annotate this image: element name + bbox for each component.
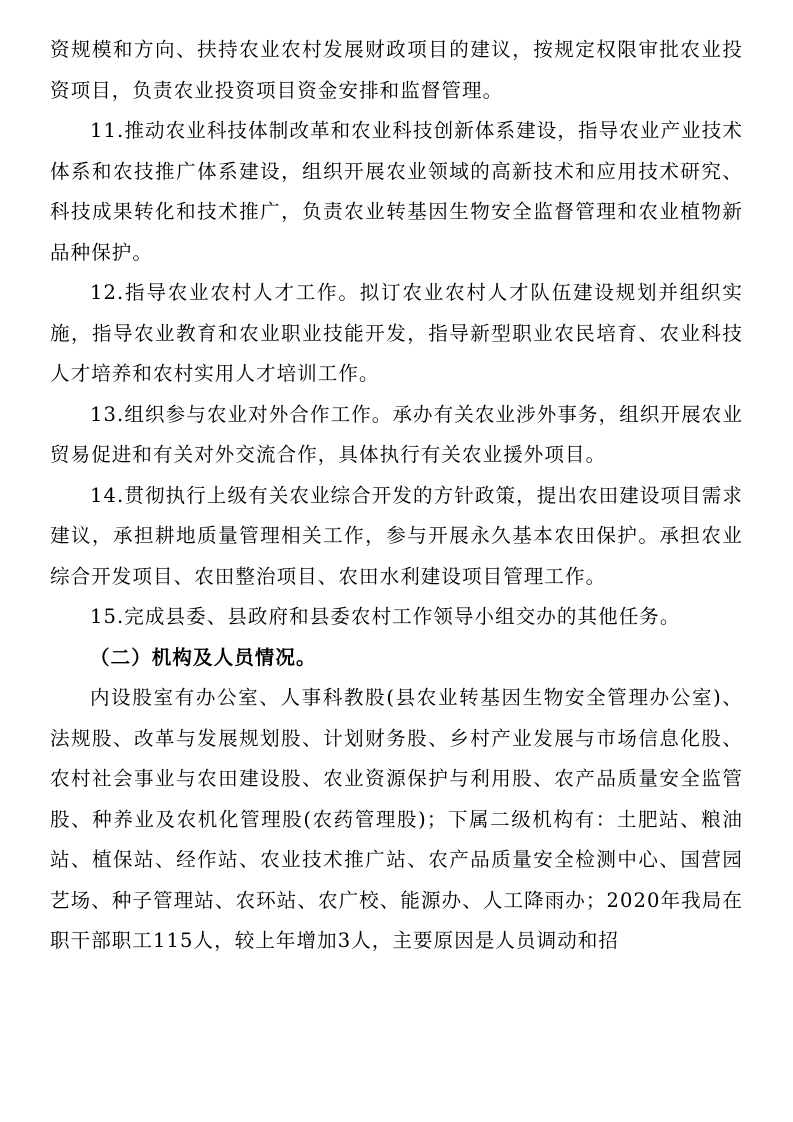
paragraph-item-12: 12.指导农业农村人才工作。拟订农业农村人才队伍建设规划并组织实施，指导农业教育和农业职业技能开发，指导新型职业农民培育、农业科技人才培养和农村实用人才培训工作。 [50,281,743,385]
paragraph-investment-continued: 资规模和方向、扶持农业农村发展财政项目的建议，按规定权限审批农业投资项目，负责农业投资项目资金安排和监督管理。 [50,38,743,102]
paragraph-item-15: 15.完成县委、县政府和县委农村工作领导小组交办的其他任务。 [90,605,681,628]
document-page [50,30,743,962]
paragraph-item-11: 11.推动农业科技体制改革和农业科技创新体系建设，指导农业产业技术体系和农技推广体系建设，组织开展农业领域的高新技术和应用技术研究、科技成果转化和技术推广，负责农业转基因生物安全监督管理和农业植物新品种保护。 [50,119,743,264]
paragraph-item-13: 13.组织参与农业对外合作工作。承办有关农业涉外事务，组织开展农业贸易促进和有关对外交流合作，具体执行有关农业援外项目。 [50,402,743,466]
paragraph-organization-staff: 内设股室有办公室、人事科教股(县农业转基因生物安全管理办公室)、法规股、改革与发展规划股、计划财务股、乡村产业发展与市场信息化股、农村社会事业与农田建设股、农业资源保护与利用股、农产品质量安全监管股、种养业及农机化管理股(农药管理股)；下属二级机构有：土肥站、粮油站、植保站、经作站、农业技术推广站、农产品质量安全检测中心、国营园艺场、种子管理站、农环站、农广校、能源办、人工降雨办；2020年我局在职干部职工115人，较上年增加3人，主要原因是人员调动和招 [50,686,743,952]
paragraph-item-14: 14.贯彻执行上级有关农业综合开发的方针政策，提出农田建设项目需求建议，承担耕地质量管理相关工作，参与开展永久基本农田保护。承担农业综合开发项目、农田整治项目、农田水利建设项目管理工作。 [50,483,743,588]
section-heading-organization: （二）机构及人员情况。 [90,645,317,669]
